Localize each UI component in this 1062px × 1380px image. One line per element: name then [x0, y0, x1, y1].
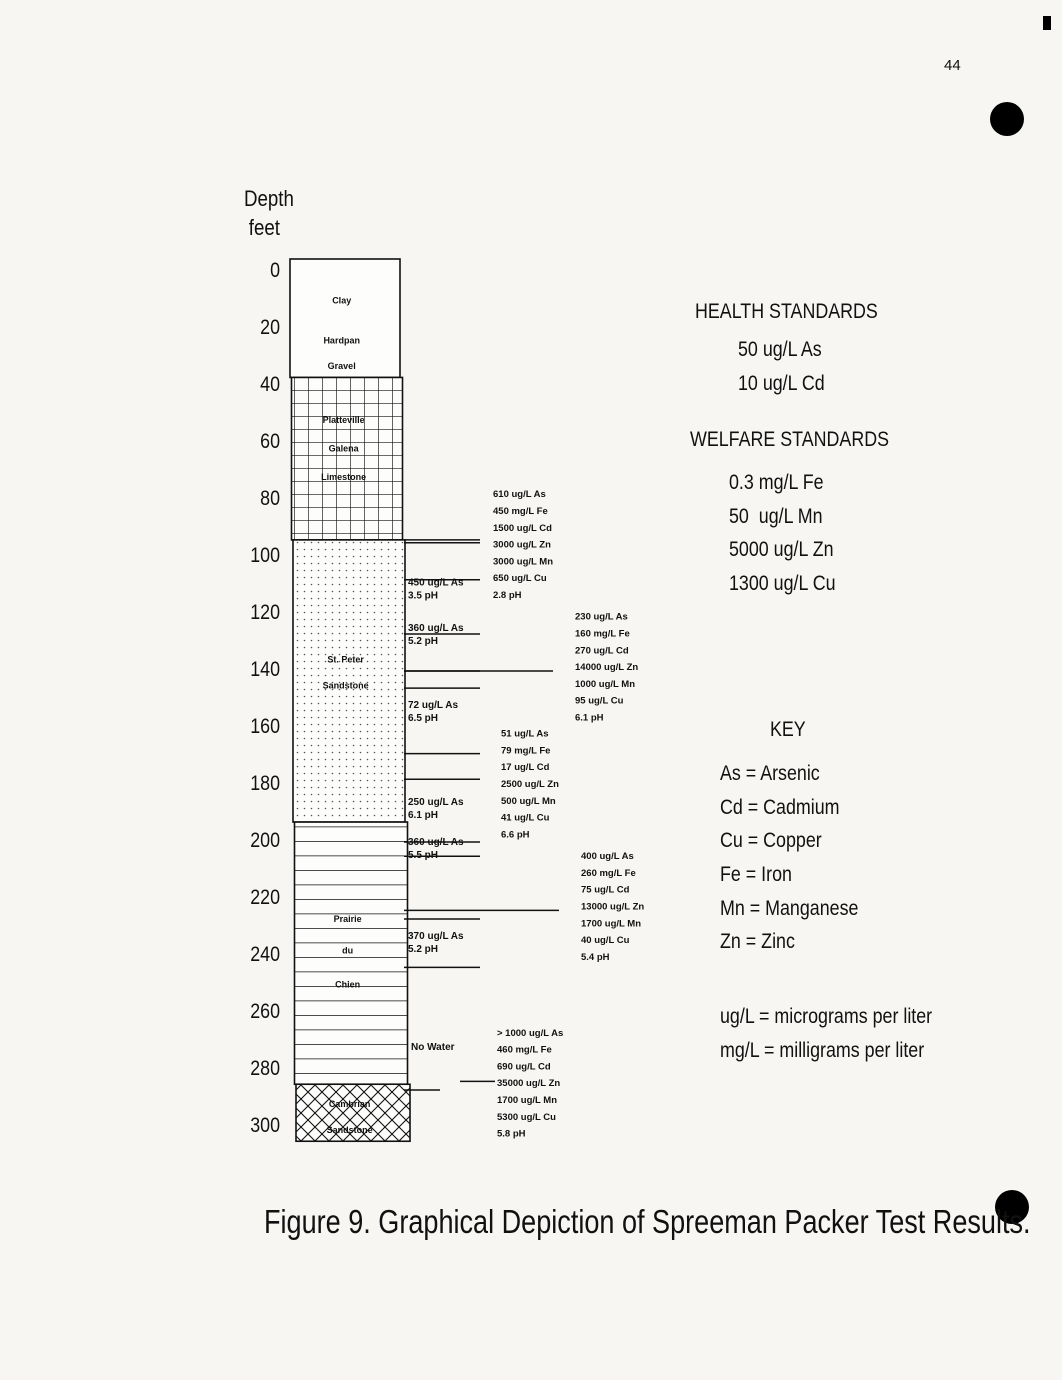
analysis-value: 1700 ug/L Mn	[497, 1095, 558, 1106]
analysis-value: 5.8 pH	[497, 1128, 526, 1140]
y-axis-tick-label: 20	[260, 316, 280, 339]
y-axis-tick-label: 280	[250, 1057, 280, 1080]
welfare-standard-item: 0.3 mg/L Fe	[729, 471, 824, 494]
analysis-value: 450 mg/L Fe	[493, 505, 548, 517]
key-item: Mn = Manganese	[720, 897, 859, 920]
key-title: KEY	[770, 718, 806, 741]
page-number: 44	[944, 57, 961, 74]
layer-label: Sandstone	[322, 680, 369, 691]
welfare-standard-item: 5000 ug/L Zn	[729, 538, 834, 561]
analysis-value: 1700 ug/L Mn	[581, 918, 642, 930]
y-axis-tick-label: 140	[250, 658, 280, 681]
analysis-value: 51 ug/L As	[501, 728, 549, 740]
analysis-value: 6.1 pH	[575, 712, 604, 724]
analysis-value: 230 ug/L As	[575, 611, 628, 623]
analysis-value: 690 ug/L Cd	[497, 1061, 551, 1073]
analysis-value: 3000 ug/L Zn	[493, 539, 551, 551]
units-definition: ug/L = micrograms per liter	[720, 1005, 933, 1028]
column-layers	[290, 259, 410, 1141]
y-axis-tick-label: 200	[250, 829, 280, 852]
analysis-value: 75 ug/L Cd	[581, 884, 630, 896]
analysis-value: 2500 ug/L Zn	[501, 778, 559, 790]
analysis-value: 260 mg/L Fe	[581, 867, 636, 879]
key-item: Cu = Copper	[720, 829, 822, 852]
key-item: As = Arsenic	[720, 762, 820, 785]
analysis-value: 6.6 pH	[501, 829, 530, 841]
layer-label: Sandstone	[326, 1124, 373, 1135]
health-standard-item: 50 ug/L As	[738, 338, 822, 361]
y-axis-tick-label: 260	[250, 1000, 280, 1023]
test-result-label: 360 ug/L As	[408, 623, 464, 635]
y-axis-tick-label: 40	[260, 373, 280, 396]
y-axis-tick-label: 100	[250, 544, 280, 567]
analysis-value: 95 ug/L Cu	[575, 695, 624, 707]
layer-label: Limestone	[321, 472, 367, 483]
analysis-value: 17 ug/L Cd	[501, 762, 550, 774]
health-standards-title: HEALTH STANDARDS	[695, 300, 878, 323]
welfare-standards-title: WELFARE STANDARDS	[690, 428, 890, 451]
layer-grid	[292, 377, 403, 539]
corner-mark	[1043, 16, 1051, 30]
key-item: Fe = Iron	[720, 863, 792, 886]
layer-label: Cambrian	[328, 1099, 371, 1110]
y-axis-tick-label: 60	[260, 430, 280, 453]
test-result-label: 250 ug/L As	[408, 796, 464, 808]
analysis-value: 1500 ug/L Cd	[493, 522, 552, 534]
analysis-value: 3000 ug/L Mn	[493, 556, 554, 568]
analysis-value: 79 mg/L Fe	[501, 745, 551, 757]
analysis-value: 5300 ug/L Cu	[497, 1111, 556, 1123]
y-axis-tick-label: 240	[250, 943, 280, 966]
layer-label: Prairie	[333, 913, 362, 924]
y-axis-tick-label: 0	[270, 259, 280, 282]
layer-none	[290, 259, 400, 377]
y-axis-tick-label: 160	[250, 715, 280, 738]
analysis-value: 160 mg/L Fe	[575, 628, 630, 640]
welfare-standard-item: 50 ug/L Mn	[729, 505, 823, 528]
y-axis-tick-label: 300	[250, 1114, 280, 1137]
analysis-value: 1000 ug/L Mn	[575, 678, 636, 690]
layer-label: du	[342, 945, 354, 956]
test-result-label: No Water	[411, 1042, 455, 1054]
test-result-label: 72 ug/L As	[408, 700, 459, 712]
test-result-label: 3.5 pH	[408, 590, 439, 602]
y-axis-tick-label: 180	[250, 772, 280, 795]
packer-test-intervals	[404, 543, 480, 1090]
welfare-standard-item: 1300 ug/L Cu	[729, 572, 836, 595]
analysis-value: 13000 ug/L Zn	[581, 901, 645, 913]
test-result-label: 6.1 pH	[408, 809, 439, 821]
units-definition: mg/L = milligrams per liter	[720, 1039, 925, 1062]
analysis-value: 2.8 pH	[493, 589, 522, 601]
analysis-value: 40 ug/L Cu	[581, 935, 630, 947]
analysis-value: 5.4 pH	[581, 951, 610, 963]
analysis-value: 41 ug/L Cu	[501, 812, 550, 824]
test-result-label: 5.2 pH	[408, 943, 439, 955]
analysis-value: 610 ug/L As	[493, 489, 546, 501]
analysis-value: 650 ug/L Cu	[493, 573, 547, 585]
layer-label: Platteville	[322, 415, 365, 426]
test-result-label: 6.5 pH	[408, 713, 439, 725]
health-standard-item: 10 ug/L Cd	[738, 372, 825, 395]
test-result-label: 450 ug/L As	[408, 577, 464, 589]
layer-label: Gravel	[327, 361, 356, 372]
layer-label: St. Peter	[327, 654, 364, 665]
analysis-value: 460 mg/L Fe	[497, 1044, 552, 1056]
y-axis-tick-label: 80	[260, 487, 280, 510]
layer-label: Chien	[335, 979, 361, 990]
key-item: Zn = Zinc	[720, 930, 795, 953]
analysis-value: 500 ug/L Mn	[501, 795, 556, 807]
figure-caption: Figure 9. Graphical Depiction of Spreeman Packer Test Results.	[264, 1203, 1031, 1240]
layer-label: Clay	[332, 295, 352, 306]
layer-label: Galena	[328, 443, 359, 454]
analysis-value: 14000 ug/L Zn	[575, 662, 639, 674]
punch-hole-mark	[990, 102, 1024, 136]
y-axis-label-line2: feet	[248, 215, 280, 240]
y-axis-tick-label: 220	[250, 886, 280, 909]
test-result-label: 360 ug/L As	[408, 836, 464, 848]
analysis-value: 270 ug/L Cd	[575, 645, 629, 657]
test-result-label: 370 ug/L As	[408, 930, 464, 942]
y-axis-tick-label: 120	[250, 601, 280, 624]
key-item: Cd = Cadmium	[720, 796, 840, 819]
analysis-value: 35000 ug/L Zn	[497, 1078, 561, 1090]
y-axis-label-line1: Depth	[244, 186, 294, 211]
test-result-label: 5.5 pH	[408, 849, 439, 861]
analysis-value: > 1000 ug/L As	[497, 1027, 564, 1039]
analysis-value: 400 ug/L As	[581, 851, 634, 863]
layer-label: Hardpan	[323, 335, 360, 346]
test-result-label: 5.2 pH	[408, 636, 439, 648]
